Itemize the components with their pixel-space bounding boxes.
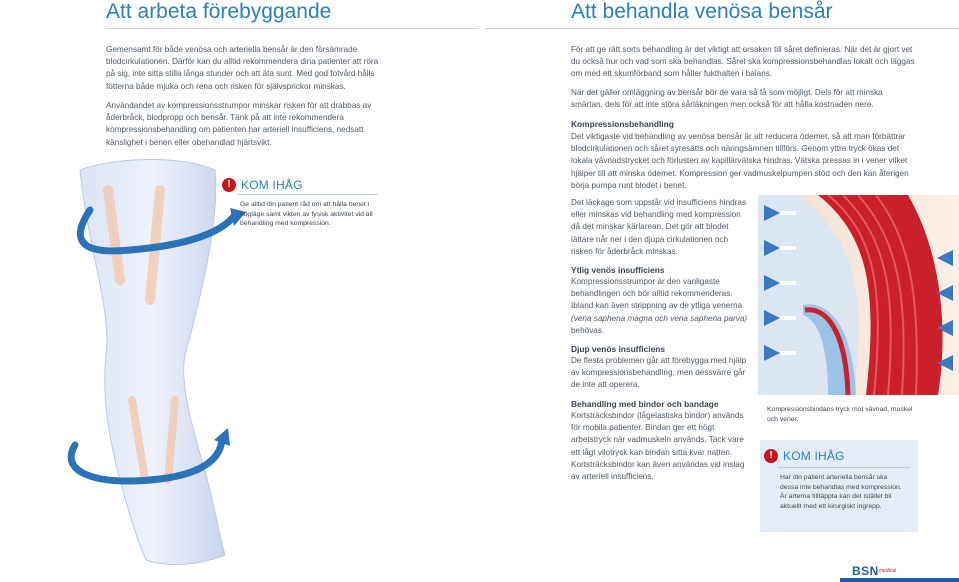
right-reminder-heading: ! KOM IHÅG: [764, 447, 845, 465]
bindor-heading: Behandling med bindor och bandage: [571, 399, 719, 409]
left-paragraph-1: Gemensamt för både venösa och arteriella bensår är den försämrade blodcirkulationen. Därför kan du alltid rekommendera dina patienter att röra på sig, inte sitta stilla långa stunder och att äta sunt. Med god fotvård hålls fötterna både mjuka och rena och risken för självsprickor minskas.: [106, 45, 379, 91]
left-reminder-text: Ge alltid din patient råd om att hålla benet i högläge samt vikten av fysisk aktivitet vid all behandling med kompression.: [240, 201, 373, 228]
right-reminder-text: Har din patient arteriella bensår ska dessa inte behandlas med kompression. Är arterna tilltäppta kan det istället bli aktuellt med ett kirurgiskt ingrepp.: [780, 474, 902, 510]
compression-diagram: [758, 195, 959, 395]
right-page-title: Att behandla venösa bensår: [571, 0, 833, 23]
left-title-rule: [106, 28, 478, 29]
kompression-heading: Kompressionsbehandling: [571, 119, 674, 129]
right-title-rule: [485, 28, 959, 29]
kompression-text-2: Det läckage som uppstår vid insufficiens hindras eller minskas vid behandling med kompression då det minskar kärlarean. Det gör att blodet lättare når ner i den djupa cirkulationen och risken för åderbråck minskas.: [571, 198, 747, 256]
right-reminder-rule: [778, 467, 910, 468]
bindor-text: Kortsträcksbindor (lågelastiska bindor) används för mobila patienter. Bindan ger ett högt arbetstryck när vadmuskeln används, Tack vare ett lågt vilotryck kan bindan sitta kvar natten. Kortsträcksbindor kan även användas vid inslag av arteriell insufficiens.: [571, 411, 745, 482]
right-reminder-box: [760, 440, 918, 532]
right-intro-2: När det gäller omläggning av bensår bör de vara så få som möjligt. Dels för att minska smärtan, dels för att inte störa sårläkningen men också för att hålla kostnaden nere.: [571, 88, 883, 110]
right-intro-1: För att ge rätt sorts behandling är det viktigt att orsaken till såret definieras. När det är gjort vet du också hur och vad som ska behandlas. Såret ska kompressionsbehandlas lokalt och läggas om med ett skumförband som håller fukthalten i balans.: [571, 45, 915, 79]
left-page-title: Att arbeta förebyggande: [106, 0, 332, 23]
kompression-text: Det viktigaste vid behandling av venösa bensår är att reducera ödemet, så att man förbättrar blodcirkulationen och såret syresätts och näringsämnen tillförs. Genom yttre tryck ökas det lokala vävnadstrycket och förlusten av kapillärvätska hindras. Vätska pressas in i vener vilket hjälper till att minska ödemet. Kompression ger vadmuskelpumpen stöd och den kan återigen börja pumpa runt blodet i benet.: [571, 132, 909, 190]
left-paragraph-2: Användandet av kompressionsstrumpor minskar risken för att drabbas av åderbråck, blodpropp och bensår. Tänk på att inte rekommendera kompressionsbehandling om patienten har arteriell insufficiens, nedsatt känslighet i benen eller obehandlad hjärtsvikt.: [106, 101, 372, 147]
alert-icon: !: [222, 178, 236, 192]
alert-icon: !: [764, 449, 778, 463]
diagram-caption: Kompressionsbindans tryck mot vävnad, muskel och vener.: [767, 406, 913, 423]
bsn-medical-logo: BSNmedical: [852, 564, 897, 578]
djup-heading: Djup venös insufficiens: [571, 344, 666, 354]
left-reminder-rule: [238, 194, 378, 195]
djup-text: De flesta problemen går att förebygga med hjälp av kompressionsbehandling, men dessvärre går de inte att operera.: [571, 356, 747, 390]
left-reminder-heading: ! KOM IHÅG: [222, 176, 303, 194]
ytlig-heading: Ytlig venös insufficiens: [571, 265, 665, 275]
ytlig-text: Kompressionsstrumpor är den vanligaste behandlingen och bör alltid rekommenderas. Ibland kan även strippning av de ytliga venerna (vena saphena magna och vena saphena parva) behövas.: [571, 277, 748, 335]
footer-bar: [840, 578, 959, 582]
